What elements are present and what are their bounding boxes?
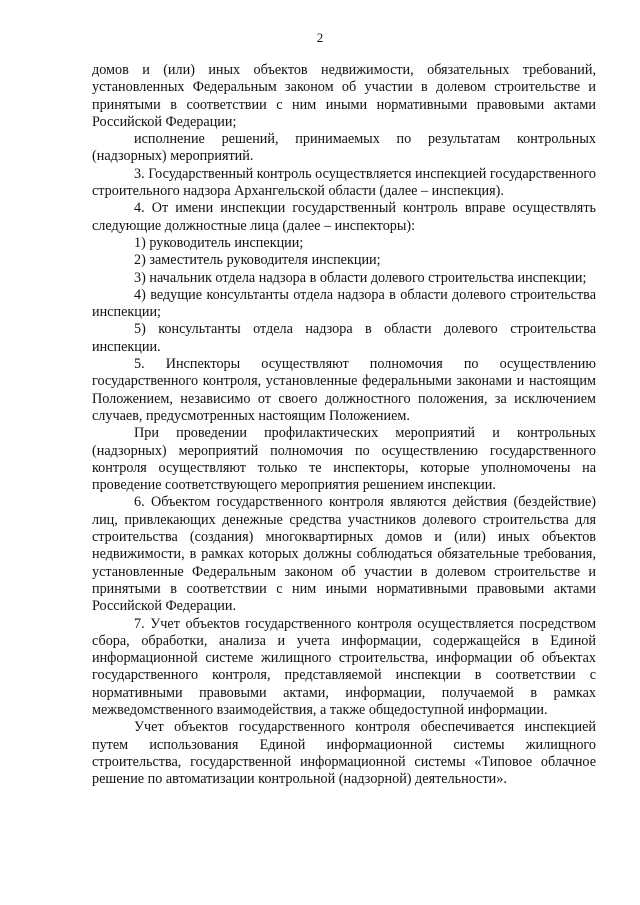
- paragraph-accounting: Учет объектов государственного контроля обеспечивается инспекцией путем использования Единой информационной системы жилищного строительства, государственной информационной системы «Типовое облачное решение по автоматизации контрольной (надзорной) деятельности».: [92, 719, 596, 788]
- paragraph-item-3: 3. Государственный контроль осуществляется инспекцией государственного строительного надзора Архангельской области (далее – инспекция).: [92, 165, 596, 200]
- list-item-consultants: 5) консультанты отдела надзора в области долевого строительства инспекции.: [92, 321, 596, 355]
- paragraph-item-5: 5. Инспекторы осуществляют полномочия по осуществлению государственного контроля, установленные федеральными законами и настоящим Положением, независимо от своего должностного положения, за исключением случаев, предусмотренных настоящим Положением.: [92, 356, 596, 424]
- paragraph-continued: домов и (или) иных объектов недвижимости, обязательных требований, установленных Федеральным законом об участии в долевом строительстве и принятыми в соответствии с ним иными нормативными правовыми актами Российской Федерации;: [92, 62, 596, 130]
- paragraph-preventive: При проведении профилактических мероприятий и контрольных (надзорных) мероприятий полномочия по осуществлению государственного контроля осуществляют только те инспекторы, которые уполномочены на проведение соответствующего мероприятия решением инспекции.: [92, 425, 596, 494]
- paragraph-item-4: 4. От имени инспекции государственный контроль вправе осуществлять следующие должностные лица (далее – инспекторы):: [92, 200, 596, 234]
- list-item-lead-consultants: 4) ведущие консультанты отдела надзора в области долевого строительства инспекции;: [92, 286, 596, 321]
- list-item-chief: 3) начальник отдела надзора в области долевого строительства инспекции;: [134, 269, 587, 286]
- list-item-head: 1) руководитель инспекции;: [134, 234, 304, 251]
- page-number: 2: [316, 30, 324, 45]
- list-item-deputy: 2) заместитель руководителя инспекции;: [134, 252, 381, 269]
- document-body: [92, 62, 596, 788]
- paragraph-decisions: исполнение решений, принимаемых по результатам контрольных (надзорных) мероприятий.: [92, 131, 596, 165]
- paragraph-item-6: 6. Объектом государственного контроля являются действия (бездействие) лиц, привлекающих денежные средства участников долевого строительства для строительства (создания) многоквартирных домов и (или) иных объектов недвижимости, в рамках которых должны соблюдаться обязательные требования, установленные Федеральным законом об участии в долевом строительстве и принятыми в соответствии с ним иными нормативными правовыми актами Российской Федерации.: [92, 494, 596, 615]
- paragraph-item-7: 7. Учет объектов государственного контроля осуществляется посредством сбора, обработки, анализа и учета информации, содержащейся в Единой информационной системе жилищного строительства, информации об объектах государственного контроля, представляемой инспекции в соответствии с нормативными правовыми актами, информации, получаемой в рамках межведомственного взаимодействия, а также общедоступной информации.: [92, 615, 596, 718]
